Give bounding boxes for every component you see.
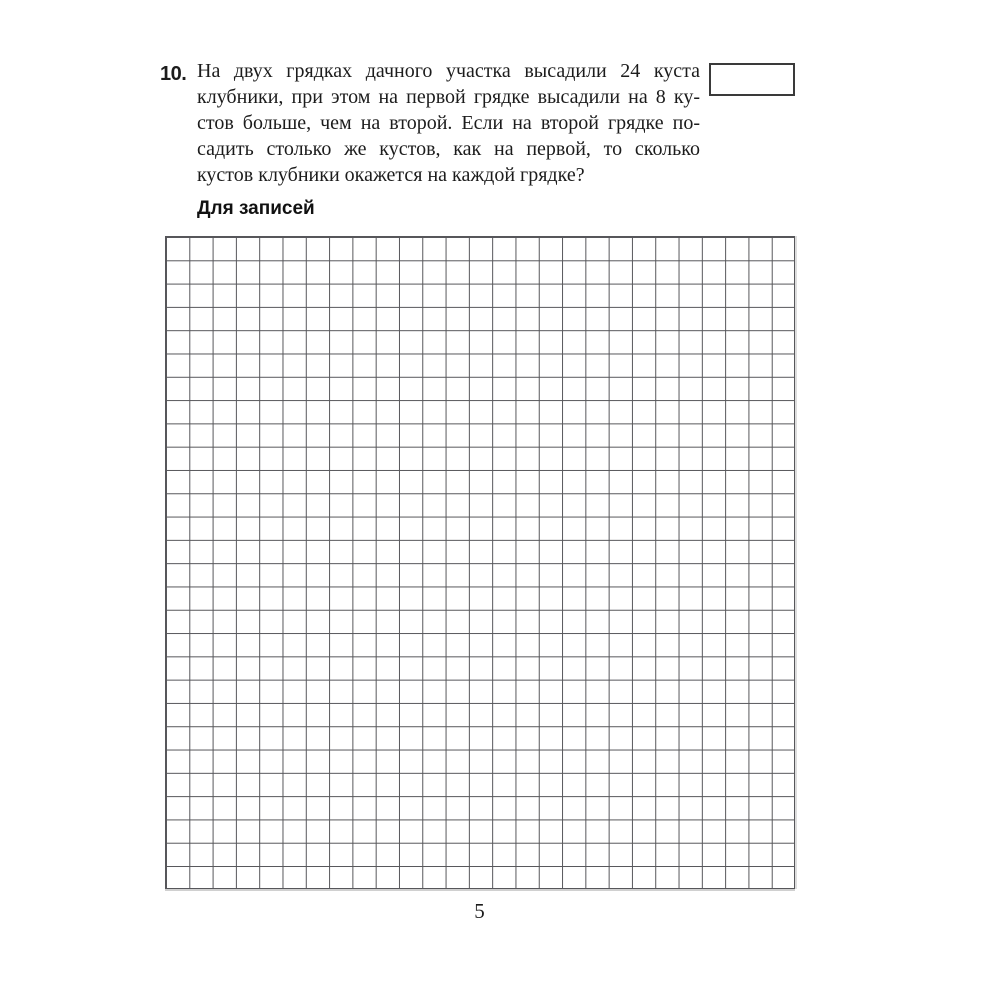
problem-text-line: стов больше, чем на второй. Если на второй грядке по- [197, 112, 700, 134]
notes-heading: Для записей [197, 198, 315, 219]
problem-block [160, 58, 705, 188]
problem-text-line: клубники, при этом на первой грядке высадили на 8 ку- [197, 86, 700, 108]
page-number: 5 [474, 899, 485, 923]
problem-number: 10. [160, 63, 187, 85]
problem-text [197, 58, 700, 188]
answer-box[interactable] [709, 63, 795, 96]
problem-text-line: кустов клубники окажется на каждой грядке? [197, 164, 585, 186]
problem-text-line: садить столько же кустов, как на первой, то сколько [197, 138, 700, 160]
notes-grid[interactable] [165, 236, 795, 889]
problem-text-line: На двух грядках дачного участка высадили 24 куста [197, 60, 700, 82]
